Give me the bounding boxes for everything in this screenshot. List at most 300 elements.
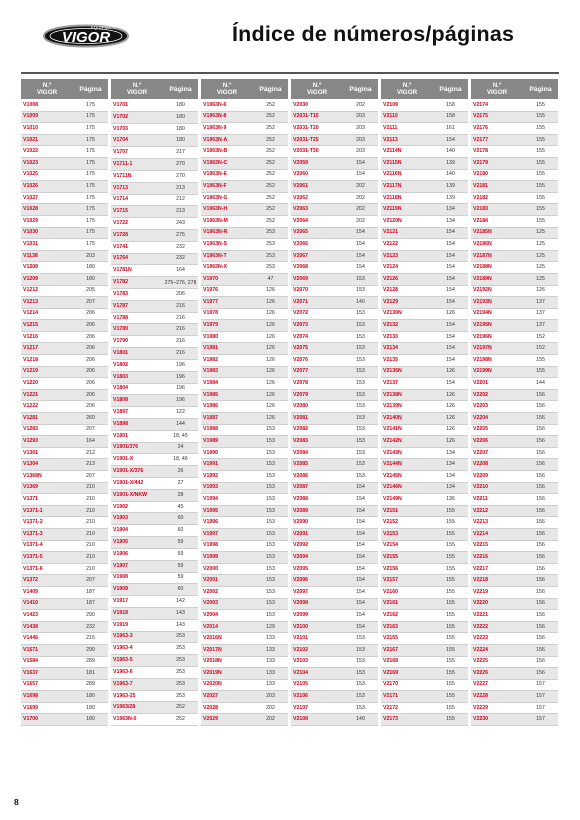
page-ref: 155 xyxy=(433,621,468,633)
vigor-number: V1764 xyxy=(111,253,163,265)
table-row xyxy=(201,389,288,401)
table-row xyxy=(201,273,288,285)
page-ref: 156 xyxy=(523,459,558,471)
page-ref: 155 xyxy=(433,552,468,564)
vigor-number: V2062 xyxy=(291,192,343,204)
vigor-number: V2162 xyxy=(381,610,433,622)
page-ref: 156 xyxy=(523,528,558,540)
table-row xyxy=(471,134,558,146)
page-ref: 153 xyxy=(343,424,378,436)
vigor-number: V2194N xyxy=(471,308,523,320)
table-row xyxy=(471,100,558,112)
vigor-number: V1409 xyxy=(21,586,73,598)
table-row xyxy=(381,343,468,355)
page-ref: 253 xyxy=(253,227,288,239)
table-row xyxy=(111,336,198,348)
vigor-number: V1904 xyxy=(111,525,163,537)
page-ref: 154 xyxy=(433,285,468,297)
page-ref: 154 xyxy=(433,378,468,390)
vigor-number: V2061 xyxy=(291,181,343,193)
table-row xyxy=(21,308,108,320)
table-row xyxy=(111,430,198,442)
page-ref: 232 xyxy=(163,241,198,253)
vigor-number: V2219 xyxy=(471,586,523,598)
table-row xyxy=(291,586,378,598)
table-row xyxy=(111,371,198,383)
table-row xyxy=(381,598,468,610)
table-row xyxy=(111,218,198,230)
table-row xyxy=(21,181,108,193)
page-ref: 153 xyxy=(253,540,288,552)
page-ref: 253 xyxy=(253,250,288,262)
header-page: Página xyxy=(163,79,198,100)
table-row xyxy=(21,494,108,506)
table-row xyxy=(291,633,378,645)
vigor-number: V1698 xyxy=(21,691,73,703)
page-ref: 45 xyxy=(163,501,198,513)
page-ref: 216 xyxy=(163,300,198,312)
page-ref: 142 xyxy=(163,596,198,608)
vigor-number: V1918 xyxy=(111,607,163,619)
page-ref: 155 xyxy=(433,575,468,587)
page-ref: 126 xyxy=(253,308,288,320)
vigor-number: V1701 xyxy=(111,100,163,112)
vigor-number: V1212 xyxy=(21,285,73,297)
page-ref: 140 xyxy=(343,297,378,309)
vigor-number: V2222 xyxy=(471,621,523,633)
table-row xyxy=(21,262,108,274)
vigor-number: V2155 xyxy=(381,552,433,564)
page-ref: 154 xyxy=(433,331,468,343)
table-row xyxy=(381,610,468,622)
vigor-number: V2111 xyxy=(381,123,433,135)
page-ref: 129 xyxy=(253,621,288,633)
page-ref: 155 xyxy=(523,181,558,193)
table-row xyxy=(471,111,558,123)
page-ref: 175 xyxy=(73,111,108,123)
table-row xyxy=(291,471,378,483)
table-row xyxy=(111,147,198,159)
page-ref: 205 xyxy=(73,285,108,297)
page-ref: 139 xyxy=(433,192,468,204)
vigor-number: V1990 xyxy=(201,447,253,459)
page-ref: 126 xyxy=(433,308,468,320)
table-row xyxy=(21,552,108,564)
page-ref: 153 xyxy=(253,471,288,483)
vigor-number: V1980 xyxy=(201,331,253,343)
table-row xyxy=(111,348,198,360)
table-row xyxy=(291,366,378,378)
vigor-number: V2186N xyxy=(471,239,523,251)
page-ref: 252 xyxy=(253,146,288,158)
page-ref: 122 xyxy=(163,407,198,419)
page-ref: 153 xyxy=(343,679,378,691)
vigor-number: V1423 xyxy=(21,610,73,622)
vigor-number: V1919 xyxy=(111,619,163,631)
vigor-number: V2227 xyxy=(471,679,523,691)
header-vigor-number: N.º VIGOR xyxy=(201,79,253,100)
page-ref: 134 xyxy=(433,204,468,216)
page-ref: 156 xyxy=(523,633,558,645)
page-ref: 59 xyxy=(163,560,198,572)
page-ref: 180 xyxy=(163,111,198,123)
page-ref: 155 xyxy=(433,528,468,540)
vigor-number: V2202 xyxy=(471,389,523,401)
page-ref: 153 xyxy=(343,668,378,680)
page-ref: 156 xyxy=(523,586,558,598)
vigor-number: V2075 xyxy=(291,343,343,355)
table-row xyxy=(291,459,378,471)
vigor-number: V1715 xyxy=(111,206,163,218)
table-row xyxy=(291,424,378,436)
page-ref: 154 xyxy=(343,575,378,587)
page-ref: 155 xyxy=(523,157,558,169)
vigor-number: V2109 xyxy=(381,100,433,112)
page-ref: 60 xyxy=(163,525,198,537)
vigor-number: V2077 xyxy=(291,366,343,378)
table-row xyxy=(291,679,378,691)
vigor-number: V2228 xyxy=(471,691,523,703)
page-ref: 157 xyxy=(523,714,558,726)
page-ref: 153 xyxy=(253,586,288,598)
vigor-number: V2154 xyxy=(381,540,433,552)
vigor-number: V1963N-G xyxy=(201,192,253,204)
page-ref: 158 xyxy=(433,111,468,123)
vigor-number: V1992 xyxy=(201,471,253,483)
header-vigor-number: N.º VIGOR xyxy=(471,79,523,100)
table-row xyxy=(381,227,468,239)
table-row xyxy=(21,239,108,251)
page-ref: 133 xyxy=(253,668,288,680)
table-row xyxy=(111,241,198,253)
page-ref: 156 xyxy=(523,656,558,668)
vigor-number: V1138 xyxy=(21,250,73,262)
table-row xyxy=(201,505,288,517)
vigor-number: V2106 xyxy=(291,691,343,703)
vigor-number: V1301 xyxy=(21,447,73,459)
page-ref: 203 xyxy=(343,146,378,158)
vigor-number: V2101 xyxy=(291,633,343,645)
table-row xyxy=(201,563,288,575)
page-ref: 126 xyxy=(433,389,468,401)
vigor-number: V2220 xyxy=(471,598,523,610)
vigor-number: V2069 xyxy=(291,273,343,285)
page-ref: 213 xyxy=(163,206,198,218)
table-row xyxy=(21,111,108,123)
vigor-number: V2063 xyxy=(291,204,343,216)
table-row xyxy=(291,563,378,575)
vigor-number: V2157 xyxy=(381,575,433,587)
page-ref: 175 xyxy=(73,239,108,251)
vigor-number: V2107 xyxy=(291,702,343,714)
vigor-number: V1901-X/376 xyxy=(111,466,163,478)
page-ref: 27 xyxy=(163,478,198,490)
table-row xyxy=(201,401,288,413)
vigor-number: V1963N-E xyxy=(201,169,253,181)
vigor-number: V1907 xyxy=(111,560,163,572)
table-row xyxy=(111,690,198,702)
vigor-number: V1803 xyxy=(111,371,163,383)
table-row xyxy=(111,123,198,135)
vigor-number: V2145N xyxy=(381,471,433,483)
table-row xyxy=(111,596,198,608)
table-row xyxy=(471,413,558,425)
vigor-number: V2205 xyxy=(471,424,523,436)
vigor-number: V1446 xyxy=(21,633,73,645)
table-row xyxy=(471,610,558,622)
vigor-number: V2137 xyxy=(381,378,433,390)
table-row xyxy=(21,505,108,517)
vigor-number: V2226 xyxy=(471,668,523,680)
table-row xyxy=(21,366,108,378)
table-row xyxy=(201,668,288,680)
vigor-number: V1714 xyxy=(111,194,163,206)
table-row xyxy=(471,366,558,378)
page-ref: 270 xyxy=(163,170,198,182)
table-row xyxy=(291,157,378,169)
page-ref: 126 xyxy=(433,413,468,425)
vigor-number: V1977 xyxy=(201,297,253,309)
page-ref: 206 xyxy=(73,401,108,413)
table-row xyxy=(201,157,288,169)
page-ref: 155 xyxy=(433,586,468,598)
page-ref: 153 xyxy=(343,656,378,668)
page-ref: 252 xyxy=(163,714,198,726)
vigor-number: V2019N xyxy=(201,668,253,680)
vigor-number: V1963N-C xyxy=(201,157,253,169)
vigor-number: V1371 xyxy=(21,494,73,506)
vigor-number: V1728 xyxy=(111,229,163,241)
table-row xyxy=(291,528,378,540)
page-ref: 28 xyxy=(163,489,198,501)
page-ref: 175 xyxy=(73,123,108,135)
page-ref: 180 xyxy=(163,123,198,135)
vigor-number: V1790 xyxy=(111,336,163,348)
page-ref: 156 xyxy=(523,413,558,425)
vigor-number: V2169 xyxy=(381,668,433,680)
page-ref: 155 xyxy=(523,355,558,367)
table-row xyxy=(381,633,468,645)
vigor-number: V1994 xyxy=(201,494,253,506)
vigor-number: V2225 xyxy=(471,656,523,668)
table-row xyxy=(21,563,108,575)
page-ref: 175 xyxy=(73,204,108,216)
vigor-number: V1707 xyxy=(111,147,163,159)
vigor-number: V1030 xyxy=(21,227,73,239)
page-ref: 203 xyxy=(343,134,378,146)
page-ref: 126 xyxy=(433,401,468,413)
table-row xyxy=(201,633,288,645)
vigor-number: V1987 xyxy=(201,413,253,425)
table-row xyxy=(291,575,378,587)
page-ref: 156 xyxy=(523,401,558,413)
vigor-number: V2120N xyxy=(381,215,433,227)
page-ref: 206 xyxy=(73,366,108,378)
table-row xyxy=(471,459,558,471)
vigor-number: V2206 xyxy=(471,436,523,448)
vigor-number: V2105 xyxy=(291,679,343,691)
table-row xyxy=(21,273,108,285)
page-ref: 252 xyxy=(253,123,288,135)
page-ref: 202 xyxy=(253,714,288,726)
page-ref: 154 xyxy=(343,239,378,251)
page-ref: 139 xyxy=(433,181,468,193)
page-ref: 154 xyxy=(343,250,378,262)
vigor-number: V1787 xyxy=(111,300,163,312)
table-row xyxy=(21,285,108,297)
page-ref: 175 xyxy=(73,134,108,146)
vigor-number: V2098 xyxy=(291,598,343,610)
vigor-number: V2079 xyxy=(291,389,343,401)
vigor-number: V1905 xyxy=(111,537,163,549)
page-ref: 154 xyxy=(343,598,378,610)
page-ref: 154 xyxy=(433,134,468,146)
vigor-number: V2181 xyxy=(471,181,523,193)
page-ref: 153 xyxy=(343,308,378,320)
vigor-number: V1217 xyxy=(21,343,73,355)
page-ref: 140 xyxy=(433,146,468,158)
table-row xyxy=(381,262,468,274)
page-ref: 253 xyxy=(163,667,198,679)
vigor-number: V1963-7 xyxy=(111,678,163,690)
page-ref: 59 xyxy=(163,572,198,584)
table-row xyxy=(291,552,378,564)
table-row xyxy=(21,389,108,401)
vigor-number: V2080 xyxy=(291,401,343,413)
page-ref: 155 xyxy=(433,540,468,552)
vigor-number: V2163 xyxy=(381,621,433,633)
table-row xyxy=(381,528,468,540)
page-ref: 158 xyxy=(433,100,468,112)
table-row xyxy=(381,586,468,598)
vigor-number: V2193N xyxy=(471,297,523,309)
table-row xyxy=(471,679,558,691)
table-row xyxy=(21,610,108,622)
vigor-number: V2016N xyxy=(201,633,253,645)
table-row xyxy=(291,169,378,181)
page-ref: 155 xyxy=(433,714,468,726)
table-row xyxy=(111,560,198,572)
vigor-number: V1637 xyxy=(21,668,73,680)
vigor-number: V2214 xyxy=(471,528,523,540)
table-row xyxy=(111,383,198,395)
vigor-number: V2136N xyxy=(381,366,433,378)
table-row xyxy=(381,644,468,656)
page-ref: 136 xyxy=(433,494,468,506)
vigor-number: V2156 xyxy=(381,563,433,575)
page-ref: 134 xyxy=(433,459,468,471)
vigor-number: V2184 xyxy=(471,215,523,227)
table-row xyxy=(21,134,108,146)
page-ref: 155 xyxy=(523,100,558,112)
page-ref: 243 xyxy=(163,218,198,230)
table-row xyxy=(201,100,288,112)
table-row xyxy=(21,598,108,610)
vigor-number: V2132 xyxy=(381,320,433,332)
page-ref: 180 xyxy=(73,702,108,714)
page-ref: 153 xyxy=(343,401,378,413)
vigor-number: V1903 xyxy=(111,513,163,525)
vigor-number: V1283 xyxy=(21,424,73,436)
table-row xyxy=(111,525,198,537)
page-ref: 153 xyxy=(343,320,378,332)
page-ref: 59 xyxy=(163,548,198,560)
table-row xyxy=(201,123,288,135)
page-ref: 153 xyxy=(343,633,378,645)
page-ref: 154 xyxy=(343,169,378,181)
page-ref: 133 xyxy=(253,679,288,691)
table-row xyxy=(21,436,108,448)
table-row xyxy=(201,297,288,309)
page-ref: 156 xyxy=(523,575,558,587)
page-ref: 156 xyxy=(523,436,558,448)
page-ref: 206 xyxy=(73,331,108,343)
vigor-number: V2183 xyxy=(471,204,523,216)
page-ref: 210 xyxy=(73,540,108,552)
page-ref: 210 xyxy=(73,482,108,494)
vigor-number: V1963-25 xyxy=(111,690,163,702)
table-row xyxy=(291,540,378,552)
vigor-number: V1901-X/NKW xyxy=(111,489,163,501)
page-ref: 215 xyxy=(73,633,108,645)
table-row xyxy=(111,619,198,631)
vigor-number: V2221 xyxy=(471,610,523,622)
vigor-number: V2000 xyxy=(201,563,253,575)
table-row xyxy=(381,691,468,703)
vigor-number: V1209 xyxy=(21,273,73,285)
table-row xyxy=(111,159,198,171)
table-row xyxy=(471,355,558,367)
vigor-number: V2029 xyxy=(201,714,253,726)
page-ref: 125 xyxy=(523,262,558,274)
page-ref: 203 xyxy=(253,691,288,703)
svg-text:VIGOR: VIGOR xyxy=(61,29,111,46)
vigor-number: V1571 xyxy=(21,644,73,656)
page-ref: 253 xyxy=(163,631,198,643)
vigor-number: V2104 xyxy=(291,668,343,680)
table-row xyxy=(381,540,468,552)
vigor-number: V1783 xyxy=(111,289,163,301)
page-ref: 125 xyxy=(523,227,558,239)
page-ref: 143 xyxy=(163,607,198,619)
page-ref: 126 xyxy=(433,436,468,448)
page-ref: 253 xyxy=(163,655,198,667)
page-ref: 260 xyxy=(73,413,108,425)
page-ref: 125 xyxy=(523,239,558,251)
table-row xyxy=(21,146,108,158)
vigor-number: V2203 xyxy=(471,401,523,413)
table-row xyxy=(471,227,558,239)
vigor-number: V2140N xyxy=(381,413,433,425)
vigor-number: V1963N-S xyxy=(201,239,253,251)
page-ref: 154 xyxy=(343,505,378,517)
vigor-number: V2135 xyxy=(381,355,433,367)
vigor-number: V2188N xyxy=(471,262,523,274)
vigor-number: V2129 xyxy=(381,297,433,309)
page-ref: 152 xyxy=(523,343,558,355)
page-ref: 196 xyxy=(163,371,198,383)
table-row xyxy=(471,250,558,262)
vigor-number: V1281 xyxy=(21,413,73,425)
header-page: Página xyxy=(253,79,288,100)
page-ref: 210 xyxy=(73,505,108,517)
table-row xyxy=(201,702,288,714)
vigor-number: V2017N xyxy=(201,644,253,656)
table-row xyxy=(471,482,558,494)
table-row xyxy=(291,308,378,320)
page-ref: 153 xyxy=(253,494,288,506)
table-row xyxy=(21,540,108,552)
